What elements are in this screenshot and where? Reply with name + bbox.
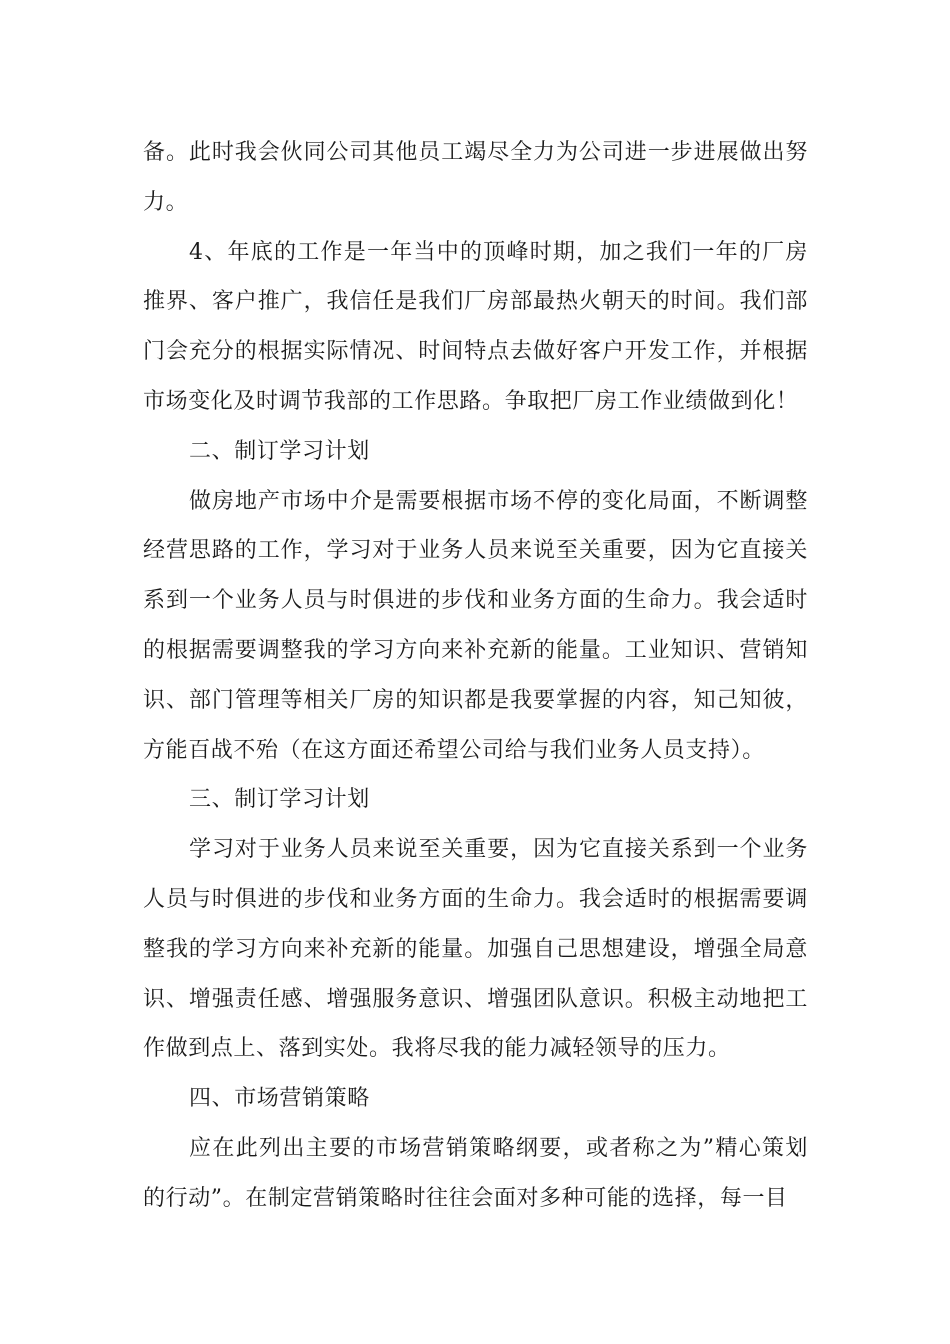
paragraph-marketing-strategy: 应在此列出主要的市场营销策略纲要，或者称之为”精心策划的行动”。在制定营销策略时往往会面对多种可能的选择，每一目	[143, 1135, 808, 1211]
section-heading-2: 二、制订学习计划	[189, 438, 370, 464]
document-body	[143, 128, 808, 1224]
paragraph-year-end-work: 4、年底的工作是一年当中的顶峰时期，加之我们一年的厂房推界、客户推广，我信任是我们厂房部最热火朝天的时间。我们部门会充分的根据实际情况、时间特点去做好客户开发工作，并根据市场变化及时调节我部的工作思路。争取把厂房工作业绩做到化！	[143, 239, 808, 414]
continuation-paragraph: 备。此时我会伙同公司其他员工竭尽全力为公司进一步进展做出努力。	[143, 140, 808, 215]
section-heading-3: 三、制订学习计划	[189, 787, 370, 813]
section-heading-4: 四、市场营销策略	[189, 1086, 370, 1112]
paragraph-study-plan-1: 做房地产市场中介是需要根据市场不停的变化局面，不断调整经营思路的工作，学习对于业务人员来说至关重要，因为它直接关系到一个业务人员与时俱进的步伐和业务方面的生命力。我会适时的根据需要调整我的学习方向来补充新的能量。工业知识、营销知识、部门管理等相关厂房的知识都是我要掌握的内容，知己知彼，方能百战不殆（在这方面还希望公司给与我们业务人员支持）。	[143, 488, 808, 763]
paragraph-study-plan-2: 学习对于业务人员来说至关重要，因为它直接关系到一个业务人员与时俱进的步伐和业务方面的生命力。我会适时的根据需要调整我的学习方向来补充新的能量。加强自己思想建设，增强全局意识、增强责任感、增强服务意识、增强团队意识。积极主动地把工作做到点上、落到实处。我将尽我的能力减轻领导的压力。	[143, 837, 808, 1062]
